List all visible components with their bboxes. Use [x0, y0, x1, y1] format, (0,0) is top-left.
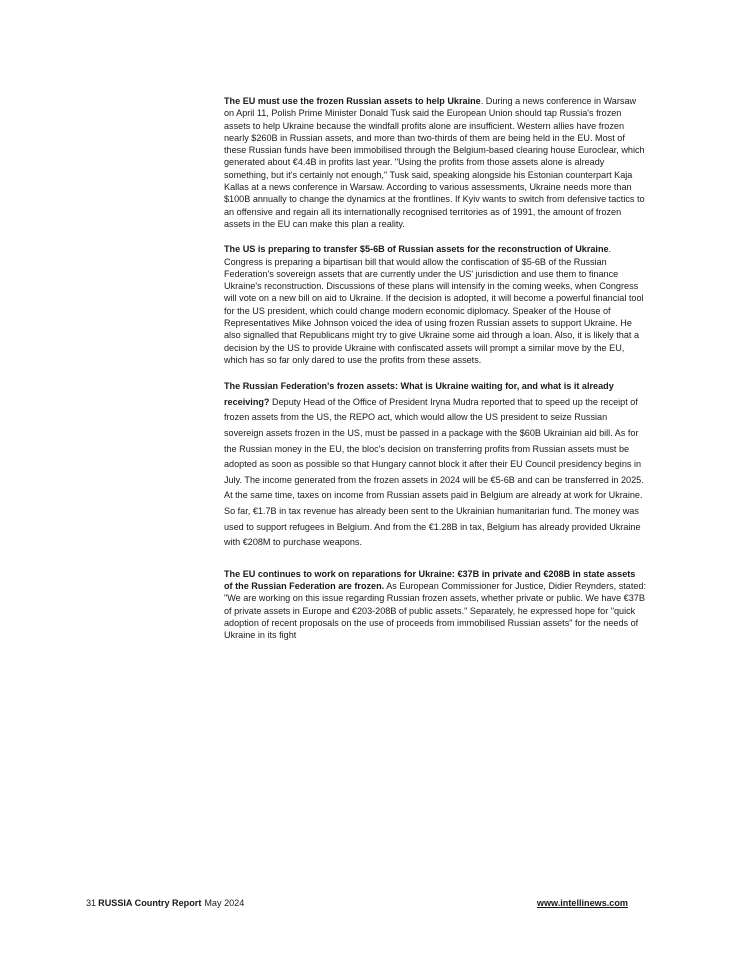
report-date: May 2024	[204, 898, 245, 908]
article-body: Deputy Head of the Office of President Iryna Mudra reported that to speed up the receipt of frozen assets from the US, the REPO act, which would allow the US president to seize Russian sovereign assets frozen in the US, must be passed in a package with the $60B Ukrainian aid bill. As for the Russian money in the EU, the bloc's decision on transferring profits from Russian assets must be adopted as soon as possible so that Hungary cannot block it after their EU Council presidency begins in July. The income generated from the frozen assets in 2024 will be €5-6B and can be transferred in 2025. At the same time, taxes on income from Russian assets paid in Belgium are already at work for Ukraine. So far, €1.7B in tax revenue has already been sent to the Ukrainian humanitarian fund. The money was used to support refugees in Belgium. And from the €1.28B in tax, Belgium has already provided Ukraine with €208M to purchase weapons.	[224, 396, 644, 548]
article-headline: The EU continues to work on reparations for Ukraine: €37B in private and €208B in state assets of the Russian Federation are frozen.	[224, 568, 636, 592]
page-footer	[86, 896, 628, 910]
website-link[interactable]: www.intellinews.com	[536, 898, 628, 908]
article-column	[224, 95, 646, 655]
article-body: Congress is preparing a bipartisan bill that would allow the confiscation of $5-6B of the Russian Federation's sovereign assets that are currently under the US' jurisdiction and use them to finance Ukraine's reconstruction. Discussions of these plans will intensify in the coming weeks, when Congress will vote on a new bill on aid to Ukraine. If the decision is adopted, it will become a powerful financial tool for the US president, which could change modern economic diplomacy. Speaker of the House of Representatives Mike Johnson voiced the idea of using frozen Russian assets to support Ukraine. He also signalled that Republicans might try to give Ukraine some aid through a loan. Also, it is likely that a decision by the US to provide Ukraine with confiscated assets will prompt a similar move by the EU, which has so far only dared to use the profits from these assets.	[224, 256, 644, 365]
article-paragraph-eu-reparations	[224, 568, 646, 642]
article-paragraph-ukraine-waiting	[224, 379, 646, 551]
article-headline: The US is preparing to transfer $5-6B of Russian assets for the reconstruction of Ukraine	[224, 244, 609, 255]
article-paragraph-eu-frozen-assets: The EU must use the frozen Russian assets to help Ukraine. During a news conference in Warsaw on April 11, Polish Prime Minister Donald Tusk said the European Union should tap Russia's frozen assets to help Ukraine because the windfall profits alone are insufficient. Western allies have frozen nearly $260B in Russian assets, and more than two-thirds of them are being held in the EU. Most of these Russian funds have been immobilised through the Belgium-based clearing house Euroclear, which generated about €4.4B in profits last year. "Using the profits from those assets alone is already something, but it's certainly not enough," Tusk said, speaking alongside his Estonian counterpart Kaja Kallas at a news conference in Warsaw. According to various assessments, Ukraine needs more than $100B annually to change the dynamics at the frontlines. If Kyiv wants to switch from defensive tactics to an offensive and regain all its internationally recognised territories as of 1991, the amount of frozen assets in the EU can make this plan a reality.	[224, 96, 645, 229]
article-body: As European Commissioner for Justice, Didier Reynders, stated: "We are working on this issue regarding Russian frozen assets, whether private or public. We have €37B of private assets in Europe and €203-208B of public assets." Separately, he expressed hope for "quick adoption of recent proposals on the use of proceeds from immobilised Russian assets" for the needs of Ukraine in its fight	[224, 581, 647, 641]
report-title: RUSSIA Country Report	[98, 898, 202, 908]
article-body: During a news conference in Warsaw on April 11, Polish Prime Minister Donald Tusk said the European Union should tap Russia's frozen assets to help Ukraine because the windfall profits alone are insufficient. Western allies have frozen nearly $260B in Russian assets, and more than two-thirds of them are being held in the EU. Most of these Russian funds have been immobilised through the Belgium-based clearing house Euroclear, which generated about €4.4B in profits last year. "Using the profits from those assets alone is already something, but it's certainly not enough," Tusk said, speaking alongside his Estonian counterpart Kaja Kallas at a news conference in Warsaw. According to various assessments, Ukraine needs more than $100B annually to change the dynamics at the frontlines. If Kyiv wants to switch from defensive tactics to an offensive and regain all its internationally recognised territories as of 1991, the amount of frozen assets in the EU can make this plan a reality.	[224, 96, 645, 229]
article-headline: The EU must use the frozen Russian assets to help Ukraine	[224, 96, 481, 106]
article-paragraph-us-transfer: The US is preparing to transfer $5-6B of Russian assets for the reconstruction of Ukraine. Congress is preparing a bipartisan bill that would allow the confiscation of $5-6B of the Russian Federation's sovereign assets that are currently under the US' jurisdiction and use them to finance Ukraine's reconstruction. Discussions of these plans will intensify in the coming weeks, when Congress will vote on a new bill on aid to Ukraine. If the decision is adopted, it will become a powerful financial tool for the US president, which could change modern economic diplomacy. Speaker of the House of Representatives Mike Johnson voiced the idea of using frozen Russian assets to support Ukraine. He also signalled that Republicans might try to give Ukraine some aid through a loan. Also, it is likely that a decision by the US to provide Ukraine with confiscated assets will prompt a similar move by the EU, which has so far only dared to use the profits from these assets.	[224, 244, 644, 365]
page-number: 31	[86, 898, 97, 908]
article-headline: The Russian Federation's frozen assets: What is Ukraine waiting for, and what is it already receiving?	[224, 381, 614, 407]
